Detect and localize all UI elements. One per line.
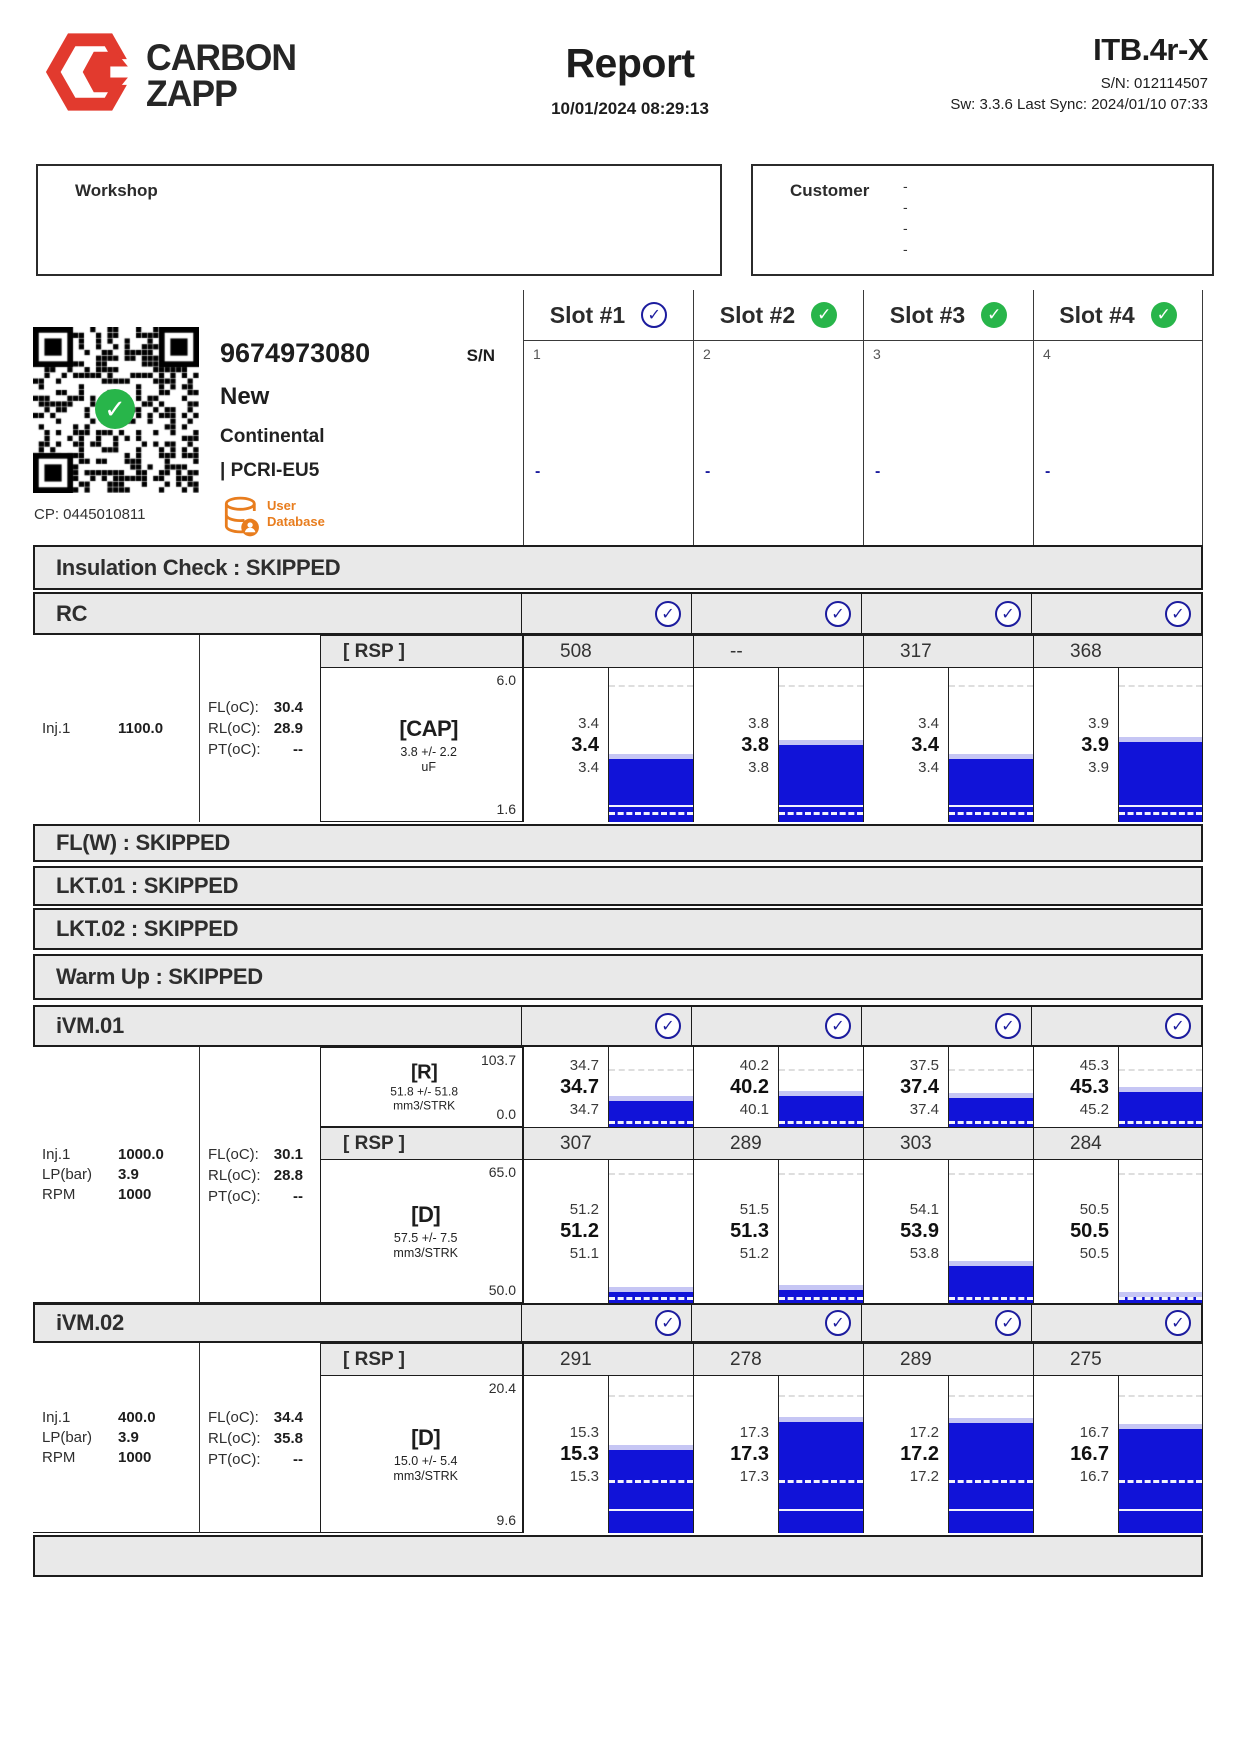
- ivm01-slot4-check-icon: ✓: [1165, 1013, 1191, 1039]
- ivm02-slot2-check-icon: ✓: [825, 1310, 851, 1336]
- slot-1-header: Slot #1 ✓: [524, 290, 693, 341]
- ivm01-d-slot1-chart: 51.2 51.2 51.1: [523, 1160, 693, 1303]
- customer-placeholder-lines: - - - -: [903, 178, 908, 257]
- rc-slot3-check-icon: ✓: [995, 601, 1021, 627]
- rc-cap-slot3-chart: 3.4 3.4 3.4: [863, 668, 1033, 822]
- slot-column-2: [693, 290, 863, 545]
- ivm01-r-slot4-chart: 45.3 45.3 45.2: [1033, 1047, 1203, 1127]
- user-database-icon: [221, 496, 261, 538]
- rc-rsp-slot3: 317: [863, 635, 1033, 668]
- slot-column-4: [1033, 290, 1203, 545]
- ivm02-d-slot2-bar: [779, 1422, 863, 1533]
- ivm01-rsp-slot3: 303: [863, 1127, 1033, 1160]
- ivm02-slot3-check-icon: ✓: [995, 1310, 1021, 1336]
- ivm02-rsp-slot4: 275: [1033, 1343, 1203, 1376]
- rc-rsp-label: [ RSP ]: [320, 635, 523, 668]
- slot-3-number: 3: [873, 346, 881, 362]
- rc-slot4-check-icon: ✓: [1165, 601, 1191, 627]
- section-flw-skipped: FL(W) : SKIPPED: [33, 824, 1203, 862]
- rc-cap-slot2-bar: [779, 745, 863, 822]
- page-title: Report: [565, 40, 695, 86]
- ivm02-d-slot4-chart: 16.7 16.7 16.7: [1033, 1376, 1203, 1533]
- footer-empty-bar: [33, 1535, 1203, 1577]
- section-title: Insulation Check : SKIPPED: [56, 554, 341, 580]
- slot-1-sn-value: -: [535, 463, 541, 480]
- slot-2-header: Slot #2 ✓: [694, 290, 863, 341]
- slot-table: [33, 290, 1203, 545]
- ivm01-slot1-check-icon: ✓: [655, 1013, 681, 1039]
- ivm01-conditions: Inj.1 1000.0 LP(bar) 3.9 RPM 1000: [33, 1047, 200, 1303]
- section-ivm01-header: [33, 1005, 1203, 1047]
- section-warmup-skipped: Warm Up : SKIPPED: [33, 954, 1203, 1000]
- ivm02-title: iVM.02: [56, 1310, 124, 1335]
- ivm01-slot2-check-icon: ✓: [825, 1013, 851, 1039]
- ivm02-temperatures: FL(oC): 34.4 RL(oC): 35.8 PT(oC): --: [208, 1408, 303, 1468]
- slot-3-status-check-icon: ✓: [981, 302, 1007, 328]
- carbonzapp-logo-icon: [40, 26, 142, 118]
- customer-label: Customer: [790, 181, 870, 200]
- device-serial: S/N: 012114507: [1100, 75, 1208, 92]
- ivm01-slot3-check-icon: ✓: [995, 1013, 1021, 1039]
- section-ivm02-header: [33, 1303, 1203, 1343]
- ivm01-r-slot1-chart: 34.7 34.7 34.7: [523, 1047, 693, 1127]
- ivm02-rsp-slot1: 291: [523, 1343, 693, 1376]
- ivm02-rsp-slot3: 289: [863, 1343, 1033, 1376]
- rc-rsp-slot1: 508: [523, 635, 693, 668]
- injector-part-number: 9674973080: [220, 338, 371, 368]
- slot-4-sn-value: -: [1045, 463, 1051, 480]
- slot-3-header: Slot #3 ✓: [864, 290, 1033, 341]
- rc-rsp-slot4: 368: [1033, 635, 1203, 668]
- ivm02-conditions: Inj.1 400.0 LP(bar) 3.9 RPM 1000: [33, 1343, 200, 1533]
- section-lkt02-skipped: LKT.02 : SKIPPED: [33, 908, 1203, 950]
- injector-condition: New: [220, 383, 270, 410]
- slot-1-number: 1: [533, 346, 541, 362]
- ivm02-data-grid: [33, 1343, 1203, 1533]
- ivm01-r-chart-label: 103.7 0.0 [R] 51.8 +/- 51.8 mm3/STRK: [320, 1047, 523, 1127]
- injector-type: | PCRI-EU5: [220, 460, 320, 481]
- workshop-box: [36, 164, 722, 276]
- sn-label: S/N: [466, 346, 495, 365]
- ivm02-slot4-check-icon: ✓: [1165, 1310, 1191, 1336]
- ivm01-rsp-slot4: 284: [1033, 1127, 1203, 1160]
- rc-cap-slot2-chart: 3.8 3.8 3.8: [693, 668, 863, 822]
- slot-2-number: 2: [703, 346, 711, 362]
- ivm02-d-slot3-chart: 17.2 17.2 17.2: [863, 1376, 1033, 1533]
- slot-4-number: 4: [1043, 346, 1051, 362]
- slot-column-3: [863, 290, 1033, 545]
- device-model: ITB.4r-X: [1093, 32, 1208, 67]
- qr-verified-check-icon: ✓: [95, 389, 135, 429]
- ivm01-title: iVM.01: [56, 1013, 124, 1038]
- rc-slot2-check-icon: ✓: [825, 601, 851, 627]
- sw-version-sync: Sw: 3.3.6 Last Sync: 2024/01/10 07:33: [950, 96, 1208, 113]
- qr-code: [33, 327, 199, 493]
- injector-id-cell: [33, 290, 523, 545]
- ivm01-d-chart-label: 65.0 50.0 [D] 57.5 +/- 7.5 mm3/STRK: [320, 1160, 523, 1303]
- slot-4-status-check-icon: ✓: [1151, 302, 1177, 328]
- ivm02-d-slot2-chart: 17.3 17.3 17.3: [693, 1376, 863, 1533]
- rc-title: RC: [56, 600, 88, 626]
- ivm01-data-grid: [33, 1047, 1203, 1303]
- rc-cap-slot4-chart: 3.9 3.9 3.9: [1033, 668, 1203, 822]
- ivm02-rsp-slot2: 278: [693, 1343, 863, 1376]
- ivm02-d-slot1-chart: 15.3 15.3 15.3: [523, 1376, 693, 1533]
- user-database-label: User Database: [267, 498, 325, 529]
- section-insulation-check: [33, 545, 1203, 590]
- slot-3-sn-value: -: [875, 463, 881, 480]
- slot-2-sn-value: -: [705, 463, 711, 480]
- rc-rsp-slot2: --: [693, 635, 863, 668]
- ivm01-r-slot2-chart: 40.2 40.2 40.1: [693, 1047, 863, 1127]
- slot-2-status-check-icon: ✓: [811, 302, 837, 328]
- injector-brand: Continental: [220, 426, 325, 447]
- cp-number: CP: 0445010811: [34, 506, 146, 523]
- section-lkt01-skipped: LKT.01 : SKIPPED: [33, 866, 1203, 906]
- ivm01-d-slot4-chart: 50.5 50.5 50.5: [1033, 1160, 1203, 1303]
- workshop-label: Workshop: [75, 181, 158, 200]
- ivm02-rsp-label: [ RSP ]: [320, 1343, 523, 1376]
- ivm01-d-slot3-chart: 54.1 53.9 53.8: [863, 1160, 1033, 1303]
- rc-cap-slot4-bar: [1119, 742, 1202, 822]
- ivm01-rsp-slot1: 307: [523, 1127, 693, 1160]
- logo-line1: CARBON: [146, 37, 297, 78]
- rc-temperatures: FL(oC): 30.4 RL(oC): 28.9 PT(oC): --: [208, 699, 303, 758]
- section-rc-header: [33, 592, 1203, 635]
- slot-4-header: Slot #4 ✓: [1034, 290, 1202, 341]
- ivm02-d-slot3-bar: [949, 1423, 1033, 1533]
- rc-data-grid: [33, 635, 1203, 822]
- slot-column-1: [523, 290, 693, 545]
- ivm01-rsp-slot2: 289: [693, 1127, 863, 1160]
- rc-conditions: Inj.1 1100.0: [33, 635, 200, 822]
- ivm02-d-slot1-bar: [609, 1450, 693, 1533]
- report-datetime: 10/01/2024 08:29:13: [551, 99, 709, 118]
- customer-box: [751, 164, 1214, 276]
- ivm01-d-slot2-chart: 51.5 51.3 51.2: [693, 1160, 863, 1303]
- rc-cap-slot1-chart: 3.4 3.4 3.4: [523, 668, 693, 822]
- ivm02-slot1-check-icon: ✓: [655, 1310, 681, 1336]
- ivm01-rsp-label: [ RSP ]: [320, 1127, 523, 1160]
- logo-line2: ZAPP: [146, 73, 237, 115]
- ivm01-temperatures: FL(oC): 30.1 RL(oC): 28.8 PT(oC): --: [208, 1145, 303, 1205]
- ivm01-r-slot3-chart: 37.5 37.4 37.4: [863, 1047, 1033, 1127]
- ivm02-d-chart-label: 20.4 9.6 [D] 15.0 +/- 5.4 mm3/STRK: [320, 1376, 523, 1533]
- logo-wordmark: [146, 37, 297, 115]
- slot-1-status-check-icon: ✓: [641, 302, 667, 328]
- rc-slot1-check-icon: ✓: [655, 601, 681, 627]
- rc-cap-chart-label: 6.0 1.6 [CAP] 3.8 +/- 2.2 uF: [320, 668, 523, 822]
